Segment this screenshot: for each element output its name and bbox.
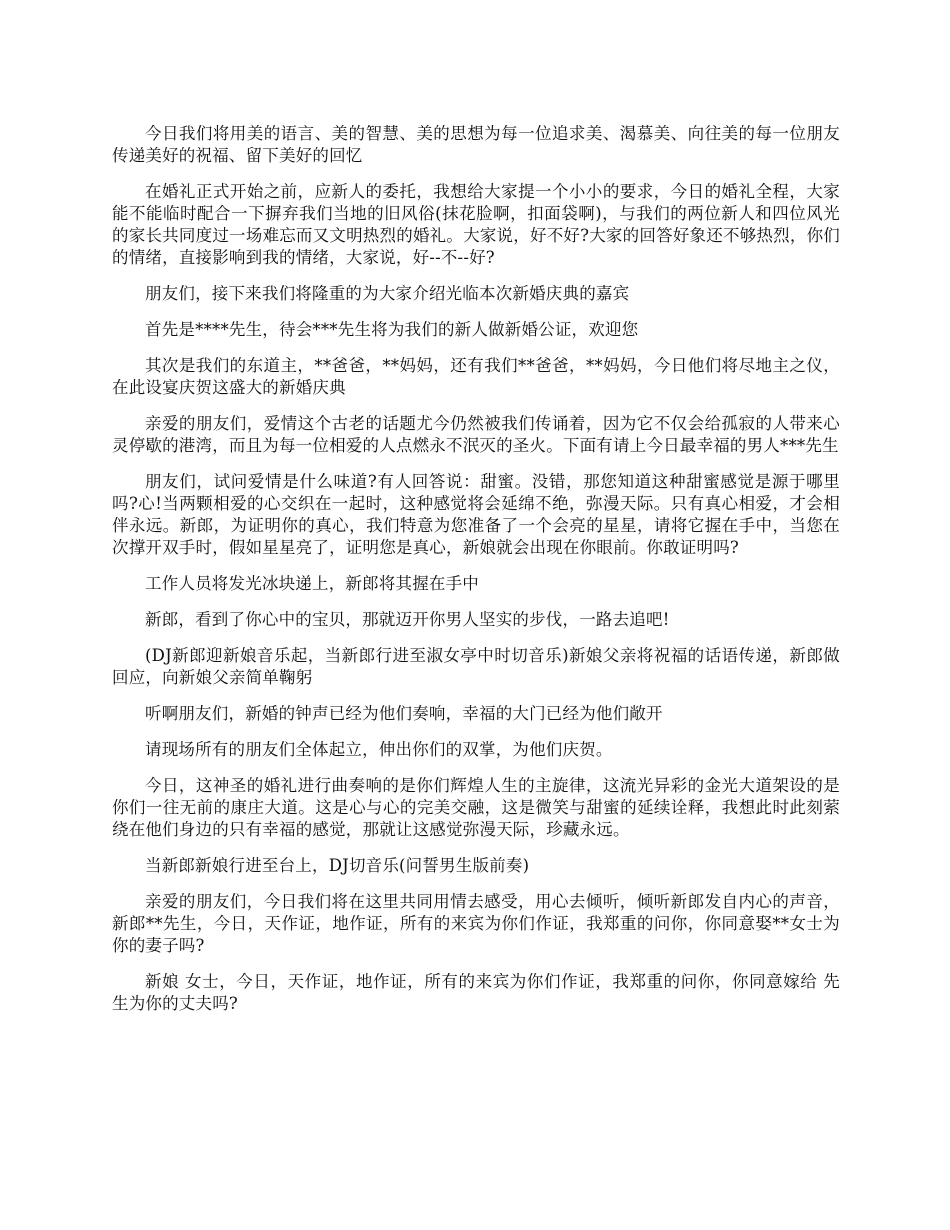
paragraph: 新娘 女士，今日，天作证，地作证，所有的来宾为你们作证，我郑重的问你，你同意嫁给 先生为你的丈夫吗? xyxy=(112,972,840,1013)
paragraph: 亲爱的朋友们，今日我们将在这里共同用情去感受，用心去倾听，倾听新郎发自内心的声音，新郎**先生，今日，天作证，地作证，所有的来宾为你们作证，我郑重的问你，你同意娶**女士为你的妻子吗? xyxy=(112,892,840,955)
paragraph: 新郎，看到了你心中的宝贝，那就迈开你男人坚实的步伐，一路去追吧! xyxy=(145,610,670,629)
paragraph: 今日，这神圣的婚礼进行曲奏响的是你们辉煌人生的主旋律，这流光异彩的金光大道架设的是你们一往无前的康庄大道。这是心与心的完美交融，这是微笑与甜蜜的延续诠释，我想此时此刻萦绕在他们身边的只有幸福的感觉，那就让这感觉弥漫天际，珍藏永远。 xyxy=(112,776,840,839)
paragraph: 工作人员将发光冰块递上，新郎将其握在手中 xyxy=(145,574,479,593)
paragraph: 亲爱的朋友们，爱情这个古老的话题尤今仍然被我们传诵着，因为它不仅会给孤寂的人带来心灵停歇的港湾，而且为每一位相爱的人点燃永不泯灭的圣火。下面有请上今日最幸福的男人***先生 xyxy=(112,414,840,455)
paragraph: 请现场所有的朋友们全体起立，伸出你们的双掌，为他们庆贺。 xyxy=(145,740,613,759)
paragraph: 在婚礼正式开始之前，应新人的委托，我想给大家提一个小小的要求，今日的婚礼全程，大家能不能临时配合一下摒弃我们当地的旧风俗(抹花脸啊，扣面袋啊)，与我们的两位新人和四位风光的家长共同度过一场难忘而又文明热烈的婚礼。大家说，好不好?大家的回答好象还不够热烈，你们的情绪，直接影响到我的情绪，大家说，好--不--好? xyxy=(112,182,840,267)
paragraph: 首先是****先生，待会***先生将为我们的新人做新婚公证，欢迎您 xyxy=(145,320,639,339)
paragraph: 今日我们将用美的语言、美的智慧、美的思想为每一位追求美、渴慕美、向往美的每一位朋友传递美好的祝福、留下美好的回忆 xyxy=(112,124,840,165)
paragraph: 其次是我们的东道主，**爸爸，**妈妈，还有我们**爸爸，**妈妈，今日他们将尽地主之仪，在此设宴庆贺这盛大的新婚庆典 xyxy=(112,356,840,397)
paragraph: 听啊朋友们，新婚的钟声已经为他们奏响，幸福的大门已经为他们敞开 xyxy=(145,704,663,723)
paragraph: (DJ新郎迎新娘音乐起，当新郎行进至淑女亭中时切音乐)新娘父亲将祝福的话语传递，新郎做回应，向新娘父亲简单鞠躬 xyxy=(112,646,840,687)
paragraph: 当新郎新娘行进至台上，DJ切音乐(问誓男生版前奏) xyxy=(145,856,530,875)
paragraph: 朋友们，接下来我们将隆重的为大家介绍光临本次新婚庆典的嘉宾 xyxy=(145,284,630,303)
paragraph: 朋友们，试问爱情是什么味道?有人回答说：甜蜜。没错，那您知道这种甜蜜感觉是源于哪里吗?心!当两颗相爱的心交织在一起时，这种感觉将会延绵不绝，弥漫天际。只有真心相爱，才会相伴永远。新郎，为证明你的真心，我们特意为您准备了一个会亮的星星，请将它握在手中，当您在次撑开双手时，假如星星亮了，证明您是真心，新娘就会出现在你眼前。你敢证明吗? xyxy=(112,472,840,557)
document-body xyxy=(112,123,840,1029)
